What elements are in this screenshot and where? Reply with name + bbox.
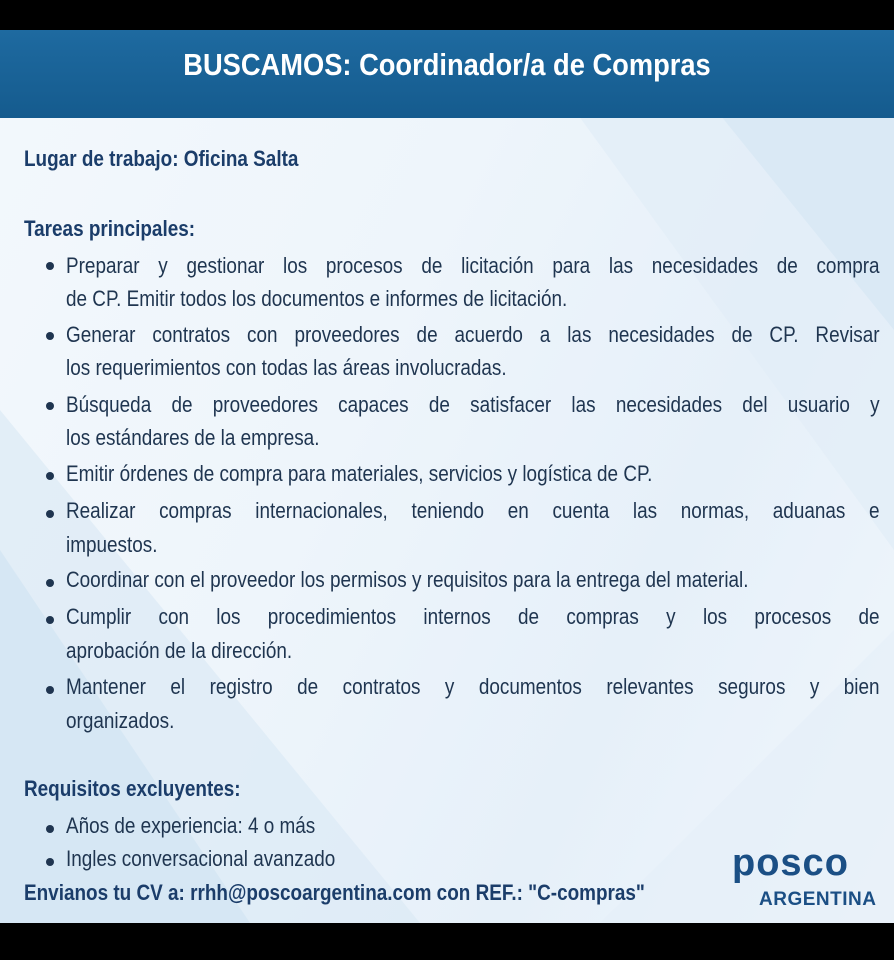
task-5-line-2: impuestos. <box>66 532 158 557</box>
posco-logo-word: posco <box>732 842 849 884</box>
task-7-line-2: aprobación de la dirección. <box>66 638 293 663</box>
bullet <box>46 402 54 410</box>
task-1-line-1: Preparar y gestionar los procesos de licitación para las necesidades de compra <box>66 253 880 278</box>
bullet <box>46 858 54 866</box>
requirements-heading: Requisitos excluyentes: <box>24 776 241 801</box>
bullet <box>46 510 54 518</box>
bullet <box>46 616 54 624</box>
task-2-line-2: los requerimientos con todas las áreas involucradas. <box>66 355 507 380</box>
task-2-line-1: Generar contratos con proveedores de acuerdo a las necesidades de CP. Revisar <box>66 322 880 347</box>
task-4-line-1: Emitir órdenes de compra para materiales, servicios y logística de CP. <box>66 461 653 486</box>
task-5-line-1: Realizar compras internacionales, teniendo en cuenta las normas, aduanas e <box>66 498 880 523</box>
task-1-line-2: de CP. Emitir todos los documentos e informes de licitación. <box>66 286 568 311</box>
requirement-2: Ingles conversacional avanzado <box>66 846 336 871</box>
bullet <box>46 686 54 694</box>
requirement-1: Años de experiencia: 4 o más <box>66 813 316 838</box>
posco-logo-subtitle: ARGENTINA <box>759 889 877 910</box>
location-heading: Lugar de trabajo: Oficina Salta <box>24 146 299 171</box>
bullet <box>46 579 54 587</box>
bullet <box>46 262 54 270</box>
task-8-line-2: organizados. <box>66 708 175 733</box>
task-8-line-1: Mantener el registro de contratos y documentos relevantes seguros y bien <box>66 674 880 699</box>
contact-line: Envianos tu CV a: rrhh@poscoargentina.com con REF.: "C-compras" <box>24 880 645 905</box>
bullet <box>46 825 54 833</box>
task-3-line-2: los estándares de la empresa. <box>66 425 320 450</box>
page-title: BUSCAMOS: Coordinador/a de Compras <box>183 47 711 82</box>
task-7-line-1: Cumplir con los procedimientos internos de compras y los procesos de <box>66 604 880 629</box>
task-6-line-1: Coordinar con el proveedor los permisos y requisitos para la entrega del material. <box>66 567 749 592</box>
bullet <box>46 332 54 340</box>
task-3-line-1: Búsqueda de proveedores capaces de satisfacer las necesidades del usuario y <box>66 392 880 417</box>
bullet <box>46 472 54 480</box>
tasks-heading: Tareas principales: <box>24 216 196 241</box>
